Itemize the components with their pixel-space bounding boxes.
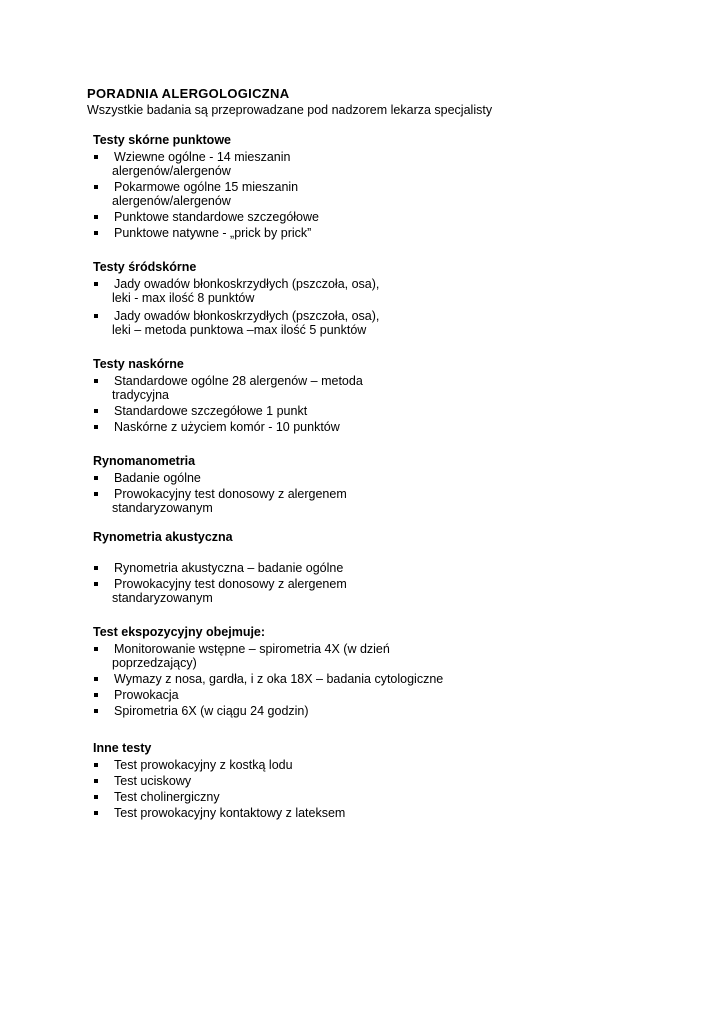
- bullet-icon: [94, 215, 98, 219]
- bullet-icon: [94, 231, 98, 235]
- section-testy-naskorne: [93, 356, 493, 434]
- bullet-icon: [94, 709, 98, 713]
- section-test-ekspozycyjny: [93, 624, 513, 718]
- section-list: [93, 277, 493, 337]
- section-list: [93, 150, 493, 240]
- list-item: Jady owadów błonkoskrzydłych (pszczoła, osa), leki - max ilość 8 punktów: [93, 277, 493, 305]
- bullet-icon: [94, 647, 98, 651]
- bullet-icon: [94, 185, 98, 189]
- bullet-icon: [94, 379, 98, 383]
- section-list: [93, 374, 493, 434]
- list-item: Punktowe standardowe szczegółowe: [93, 210, 493, 224]
- bullet-icon: [94, 155, 98, 159]
- section-rynometria-akustyczna: [93, 529, 493, 605]
- bullet-icon: [94, 566, 98, 570]
- section-heading: Test ekspozycyjny obejmuje:: [93, 625, 266, 639]
- list-item: Punktowe natywne - „prick by prick”: [93, 226, 493, 240]
- list-item: Spirometria 6X (w ciągu 24 godzin): [93, 704, 513, 718]
- list-item: Prowokacyjny test donosowy z alergenem standaryzowanym: [93, 487, 493, 515]
- list-item: Prowokacyjny test donosowy z alergenem standaryzowanym: [93, 577, 493, 605]
- bullet-icon: [94, 425, 98, 429]
- bullet-icon: [94, 492, 98, 496]
- section-heading: Testy skórne punktowe: [93, 133, 231, 147]
- list-item: Wymazy z nosa, gardła, i z oka 18X – badania cytologiczne: [93, 672, 513, 686]
- list-item: Standardowe ogólne 28 alergenów – metoda tradycyjna: [93, 374, 493, 402]
- list-item: Test prowokacyjny kontaktowy z lateksem: [93, 806, 493, 820]
- bullet-icon: [94, 582, 98, 586]
- bullet-icon: [94, 282, 98, 286]
- list-item: Test cholinergiczny: [93, 790, 493, 804]
- list-item: Monitorowanie wstępne – spirometria 4X (w dzień poprzedzający): [93, 642, 513, 670]
- bullet-icon: [94, 314, 98, 318]
- bullet-icon: [94, 476, 98, 480]
- section-heading: Rynomanometria: [93, 454, 196, 468]
- section-list: [93, 561, 493, 605]
- section-inne-testy: [93, 740, 493, 820]
- list-item: Naskórne z użyciem komór - 10 punktów: [93, 420, 493, 434]
- section-list: [93, 471, 493, 515]
- bullet-icon: [94, 677, 98, 681]
- section-heading: Rynometria akustyczna: [93, 530, 233, 544]
- list-item: Jady owadów błonkoskrzydłych (pszczoła, osa), leki – metoda punktowa –max ilość 5 punktów: [93, 309, 493, 337]
- bullet-icon: [94, 779, 98, 783]
- list-item: Prowokacja: [93, 688, 513, 702]
- section-heading: Testy śródskórne: [93, 260, 197, 274]
- list-item: Standardowe szczegółowe 1 punkt: [93, 404, 493, 418]
- section-testy-skorne-punktowe: [93, 132, 493, 240]
- section-list: [93, 642, 513, 718]
- list-item: Rynometria akustyczna – badanie ogólne: [93, 561, 493, 575]
- list-item: Wziewne ogólne - 14 mieszanin alergenów/alergenów: [93, 150, 493, 178]
- bullet-icon: [94, 693, 98, 697]
- section-heading: Inne testy: [93, 741, 152, 755]
- section-rynomanometria: [93, 453, 493, 515]
- bullet-icon: [94, 763, 98, 767]
- page-title: PORADNIA ALERGOLOGICZNA: [87, 86, 290, 101]
- bullet-icon: [94, 811, 98, 815]
- list-item: Test uciskowy: [93, 774, 493, 788]
- section-list: [93, 758, 493, 820]
- section-heading: Testy naskórne: [93, 357, 184, 371]
- section-testy-srodskorne: [93, 259, 493, 337]
- bullet-icon: [94, 795, 98, 799]
- page-subtitle: Wszystkie badania są przeprowadzane pod nadzorem lekarza specjalisty: [87, 103, 493, 117]
- list-item: Badanie ogólne: [93, 471, 493, 485]
- bullet-icon: [94, 409, 98, 413]
- list-item: Test prowokacyjny z kostką lodu: [93, 758, 493, 772]
- list-item: Pokarmowe ogólne 15 mieszanin alergenów/alergenów: [93, 180, 493, 208]
